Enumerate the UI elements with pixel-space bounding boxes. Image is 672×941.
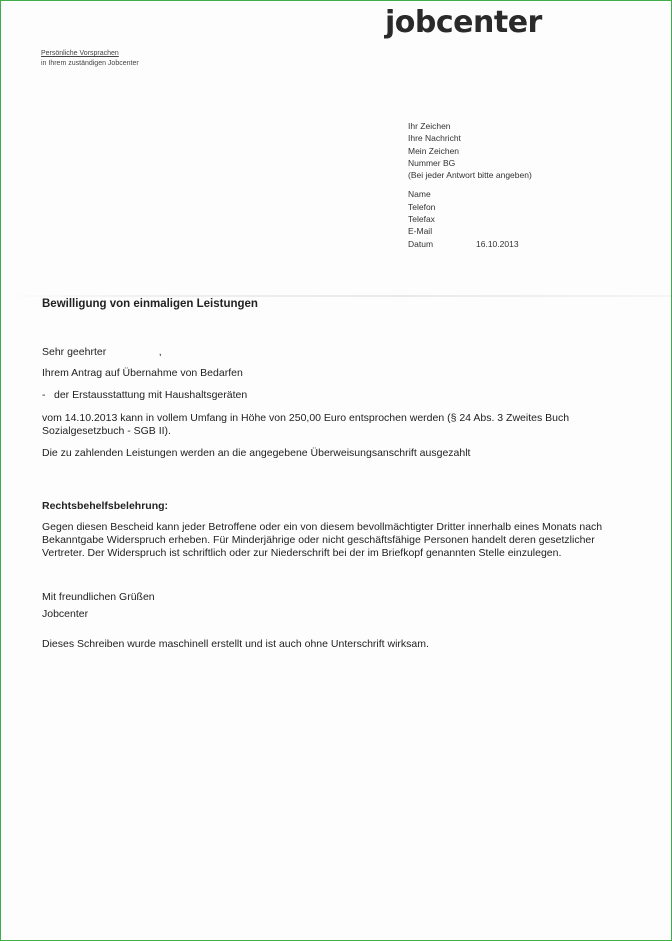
closing-block xyxy=(42,589,622,623)
closing-greeting: Mit freundlichen Grüßen xyxy=(42,591,155,603)
scan-artifact-line xyxy=(1,295,672,297)
bedarf-item-text: der Erstausstattung mit Haushaltsgeräten xyxy=(54,389,248,401)
reference-block xyxy=(408,120,532,250)
telefax-label: Telefax xyxy=(408,214,435,225)
name-label: Name xyxy=(408,189,431,200)
letter-body xyxy=(42,298,622,651)
datum-value: 16.10.2013 xyxy=(476,238,519,249)
bedarf-item xyxy=(42,389,622,402)
salutation: Sehr geehrter , xyxy=(42,346,162,358)
bewilligung-paragraph: vom 14.10.2013 kann in vollem Umfang in Höhe von 250,00 Euro entsprochen werden (§ 24 Abs. 3 Zweites Buch Sozialgesetzbuch - SGB II). xyxy=(42,412,570,437)
sender-line-2: in Ihrem zuständigen Jobcenter xyxy=(41,60,139,67)
sender-line-1: Persönliche Vorsprachen xyxy=(41,50,119,57)
machine-generated-note: Dieses Schreiben wurde maschinell erstellt und ist auch ohne Unterschrift wirksam. xyxy=(42,638,429,650)
reference-hint: (Bei jeder Antwort bitte angeben) xyxy=(408,170,532,181)
email-label: E-Mail xyxy=(408,226,433,237)
ihr-zeichen-label: Ihr Zeichen xyxy=(408,121,451,131)
rechtsbehelf-heading: Rechtsbehelfsbelehrung: xyxy=(42,500,169,512)
ihre-nachricht-label: Ihre Nachricht xyxy=(408,133,461,144)
mein-zeichen-label: Mein Zeichen xyxy=(408,145,460,156)
bedarf-item-dash: - xyxy=(42,389,46,401)
antrag-paragraph: Ihrem Antrag auf Übernahme von Bedarfen xyxy=(42,367,243,379)
nummer-bg-label: Nummer BG xyxy=(408,157,456,168)
letter-subject: Bewilligung von einmaligen Leistungen xyxy=(42,298,258,310)
datum-row xyxy=(408,238,532,250)
sender-block xyxy=(41,49,139,69)
telefon-label: Telefon xyxy=(408,201,436,212)
auszahlung-paragraph: Die zu zahlenden Leistungen werden an die angegebene Überweisungsanschrift ausgezahlt xyxy=(42,447,471,459)
closing-signature: Jobcenter xyxy=(42,608,89,620)
jobcenter-logo: jobcenter xyxy=(385,5,542,40)
datum-label: Datum xyxy=(408,238,434,249)
rechtsbehelf-text: Gegen diesen Bescheid kann jeder Betroffene oder ein von diesem bevollmächtigter Dritter innerhalb eines Monats nach Bekanntgabe Widerspruch erheben. Für Minderjährige oder nicht geschäftsfähige Personen handelt deren gesetzlicher Vertreter. Der Widerspruch ist schriftlich oder zur Niederschrift bei der im Briefkopf genannten Stelle einzulegen. xyxy=(42,521,603,559)
